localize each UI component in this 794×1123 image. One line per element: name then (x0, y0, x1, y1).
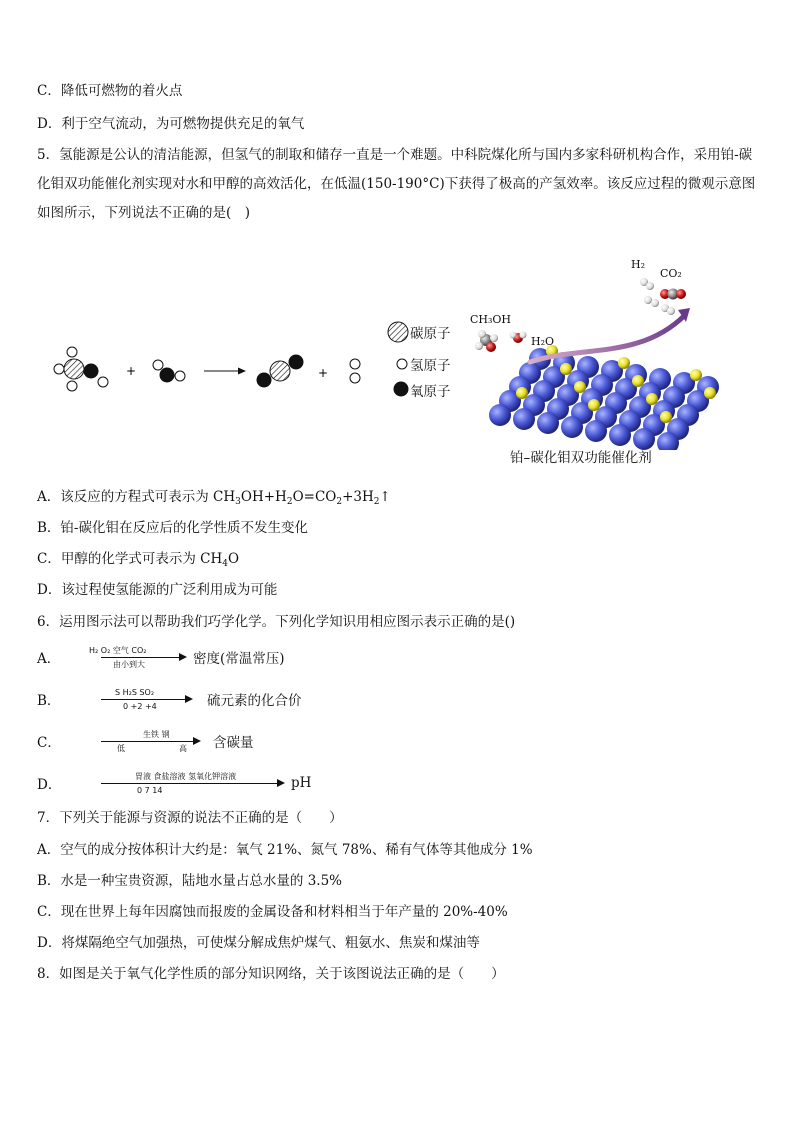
q6-d-top-label: 胃液 食盐溶液 氢氧化钾溶液 (135, 772, 237, 781)
catalyst-atom-yellow (704, 387, 716, 399)
water-label: H₂O (531, 335, 555, 348)
q5-a-sub: 2 (336, 497, 343, 507)
catalyst-atom (609, 424, 631, 446)
catalyst-atom-yellow (646, 393, 658, 405)
catalyst-atom (513, 408, 535, 430)
q6-a-top-label: H₂ O₂ 空气 CO₂ (89, 646, 147, 655)
q6-c-arrow (75, 728, 209, 754)
q6-b-arrowhead-icon (185, 695, 193, 703)
q6-d-arrowhead-icon (277, 779, 285, 787)
legend-carbon-icon (388, 322, 408, 342)
catalyst-atom (585, 420, 607, 442)
q6-b-top-label: S H₂S SO₂ (115, 688, 155, 697)
co2-3d-icon (660, 289, 686, 300)
q6-d-shaft (101, 783, 279, 784)
legend-oxygen-icon (394, 382, 409, 397)
q6-c-bottom-right-label: 高 (179, 744, 187, 753)
reaction-diagram (0, 250, 470, 470)
catalyst-atom-yellow (618, 357, 630, 369)
q5-stem: 5．氢能源是公认的清洁能源，但氢气的制取和储存一直是一个难题。中科院煤化所与国内多家科研机构合作，采用铂-碳化钼双功能催化剂实现对水和甲醇的高效活化，在低温(150-190°C)下获得了极高的产氢效率。该反应过程的微观示意图如图所示，下列说法不正确的是( ) (37, 147, 756, 221)
catalyst-atom-yellow (574, 381, 586, 393)
q6-b-letter: B． (37, 693, 61, 709)
legend-oxygen-label: 氧原子 (410, 384, 451, 400)
q6-c-letter: C． (37, 735, 61, 751)
q5-figure (0, 250, 794, 470)
catalyst-atom-yellow (588, 399, 600, 411)
q7-option-d: D．将煤隔绝空气加强热，可使煤分解成焦炉煤气、粗氨水、焦炭和煤油等 (37, 935, 480, 951)
catalyst-surface (489, 345, 719, 450)
q7-option-a: A．空气的成分按体积计大约是：氧气 21%、氮气 78%、稀有气体等其他成分 1% (37, 842, 533, 858)
catalyst-atom-yellow (516, 387, 528, 399)
plus-sign-2: + (318, 366, 329, 380)
catalyst-atom-yellow (632, 375, 644, 387)
q5-a-part4: +3H (342, 489, 374, 505)
legend-hydrogen-icon (397, 359, 407, 369)
q7-option-b: B．水是一种宝贵资源，陆地水量占总水量的 3.5% (37, 873, 343, 889)
q5-a-sub: 2 (373, 497, 380, 507)
q6-c-top-label: 生铁 钢 (143, 730, 170, 739)
q6-c-bottom-left-label: 低 (117, 744, 125, 753)
q4-option-c: C．降低可燃物的着火点 (37, 83, 183, 99)
water-molecule-icon (153, 360, 185, 383)
q6-d-label: pH (291, 775, 312, 791)
water-3d-icon (510, 332, 527, 344)
q5-a-sub: 2 (286, 497, 293, 507)
q4-option-d: D．利于空气流动，为可燃物提供充足的氧气 (37, 116, 305, 132)
q6-d-bottom-label: 0 7 14 (137, 786, 163, 795)
q5-a-part1: A．该反应的方程式可表示为 CH (37, 489, 236, 505)
q6-option-b (37, 686, 302, 712)
q6-c-label: 含碳量 (213, 735, 254, 751)
catalyst-illustration (460, 250, 760, 450)
co2-molecule-icon (257, 355, 304, 388)
q6-a-arrow (75, 644, 189, 670)
q6-b-bottom-label: 0 +2 +4 (123, 702, 157, 711)
catalyst-atom-yellow (690, 369, 702, 381)
q6-option-d (37, 770, 311, 796)
q6-d-arrow (75, 770, 287, 796)
q5-a-part2: OH+H (240, 489, 287, 505)
q6-a-letter: A． (37, 651, 61, 667)
q6-option-c (37, 728, 254, 754)
q5-a-part5: ↑ (379, 489, 391, 505)
q6-b-arrow (75, 686, 203, 712)
catalyst-atom (489, 404, 511, 426)
catalyst-atom (561, 416, 583, 438)
catalyst-atom-yellow (660, 411, 672, 423)
catalyst-atom-yellow (560, 363, 572, 375)
q6-option-a (37, 644, 285, 670)
q6-a-arrowhead-icon (179, 653, 187, 661)
q5-option-b: B．铂-碳化钼在反应后的化学性质不发生变化 (37, 520, 308, 536)
q6-c-arrowhead-icon (193, 737, 201, 745)
q6-a-shaft (101, 657, 181, 658)
methanol-molecule-icon (54, 347, 108, 391)
q6-a-label: 密度(常温常压) (193, 651, 285, 667)
methanol-3d-icon (475, 330, 498, 352)
q8-stem: 8．如图是关于氧气化学性质的部分知识网络，关于该图说法正确的是（ ） (37, 966, 505, 982)
q5-option-a (37, 487, 391, 512)
legend-carbon-label: 碳原子 (410, 326, 451, 342)
methanol-label: CH₃OH (470, 313, 512, 326)
plus-sign-1: + (126, 364, 137, 378)
q6-c-shaft (101, 741, 195, 742)
q5-c-part2: O (227, 551, 240, 567)
q5-a-sub: 3 (235, 497, 241, 507)
q6-stem: 6．运用图示法可以帮助我们巧学化学。下列化学知识用相应图示表示正确的是() (37, 614, 516, 630)
legend-hydrogen-label: 氢原子 (410, 358, 451, 374)
catalyst-caption: 铂–碳化钼双功能催化剂 (510, 450, 652, 466)
q5-c-sub: 4 (222, 559, 228, 569)
q6-d-letter: D． (37, 777, 62, 793)
h2-label: H₂ (631, 258, 646, 271)
reaction-arrow (204, 368, 246, 375)
q5-option-c (37, 549, 239, 574)
q5-c-part1: C．甲醇的化学式可表示为 CH (37, 551, 223, 567)
q5-option-d: D．该过程使氢能源的广泛利用成为可能 (37, 582, 278, 598)
catalyst-atom (537, 412, 559, 434)
q6-b-shaft (101, 699, 187, 700)
q7-stem: 7．下列关于能源与资源的说法不正确的是（ ） (37, 810, 343, 826)
q6-b-label: 硫元素的化合价 (207, 693, 302, 709)
q7-option-c: C．现在世界上每年因腐蚀而报废的金属设备和材料相当于年产量的 20%-40% (37, 904, 508, 920)
co2-label: CO₂ (660, 267, 682, 280)
q6-a-bottom-label: 由小到大 (113, 660, 145, 669)
h2-molecule-icon (350, 359, 360, 383)
q5-a-part3: O=CO (292, 489, 337, 505)
